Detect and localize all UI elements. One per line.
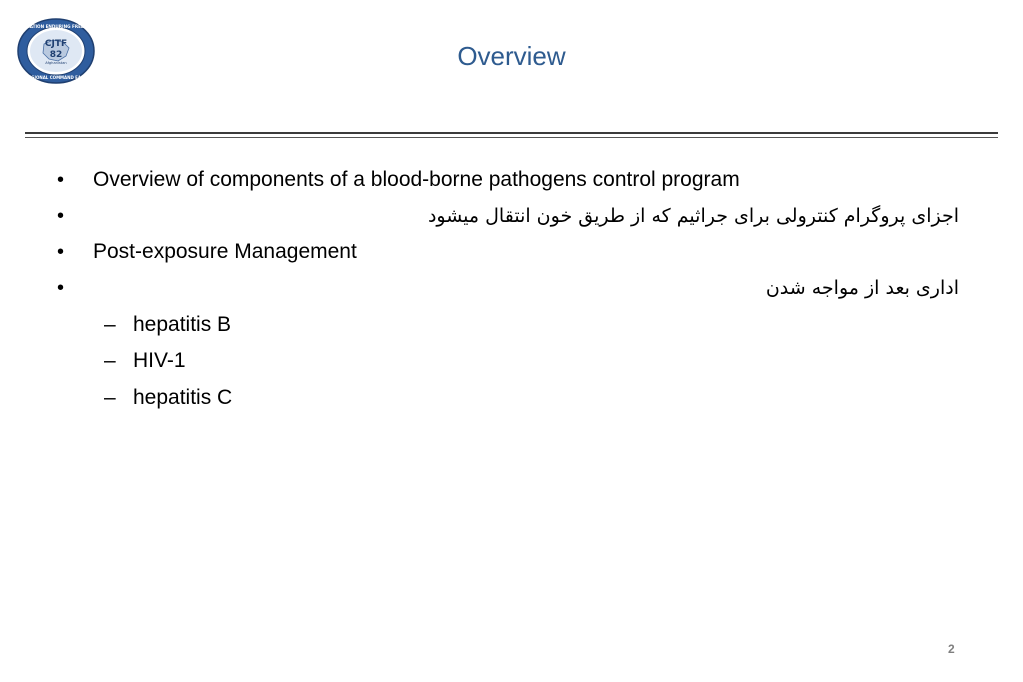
sub-bullet-text-hiv-1: HIV-1: [133, 349, 186, 372]
sub-bullet-item: [0, 345, 1023, 379]
bullet-text-post-exposure: Post-exposure Management: [93, 240, 357, 263]
bullet-item: [0, 272, 1023, 306]
sub-bullet-item: [0, 309, 1023, 343]
bullet-text-dari-post-exposure: اداری بعد از مواجه شدن: [765, 277, 959, 299]
seal-text-bottom: REGIONAL COMMAND EAST: [25, 75, 87, 80]
bullet-text-overview: Overview of components of a blood-borne pathogens control program: [93, 168, 740, 191]
bullet-dot: •: [57, 277, 65, 299]
seal-text-number: 82: [49, 50, 63, 60]
title-divider-thin: [25, 137, 998, 138]
sub-bullet-dash: –: [104, 386, 116, 409]
seal-text-country: Afghanistan: [45, 61, 67, 65]
bullet-dot: •: [57, 169, 65, 191]
bullet-item: [0, 200, 1023, 234]
seal-text-top: OPERATION ENDURING FREEDOM: [17, 24, 95, 29]
title-divider-thick: [25, 132, 998, 134]
sub-bullet-dash: –: [104, 313, 116, 336]
bullet-dot: •: [57, 241, 65, 263]
bullet-item: [0, 236, 1023, 270]
bullet-dot: •: [57, 205, 65, 227]
slide-title: Overview: [457, 41, 566, 71]
seal-text-cjtf: CJTF: [44, 39, 68, 49]
page-number: 2: [948, 642, 955, 656]
bullet-item: [0, 164, 1023, 198]
sub-bullet-dash: –: [104, 349, 116, 372]
sub-bullet-item: [0, 382, 1023, 416]
sub-bullet-text-hepatitis-b: hepatitis B: [133, 313, 232, 336]
sub-bullet-text-hepatitis-c: hepatitis C: [133, 386, 233, 409]
bullet-text-dari-overview: اجزای پروگرام کنترولی برای جراثیم که از طریق خون انتقال میشود: [427, 205, 959, 227]
